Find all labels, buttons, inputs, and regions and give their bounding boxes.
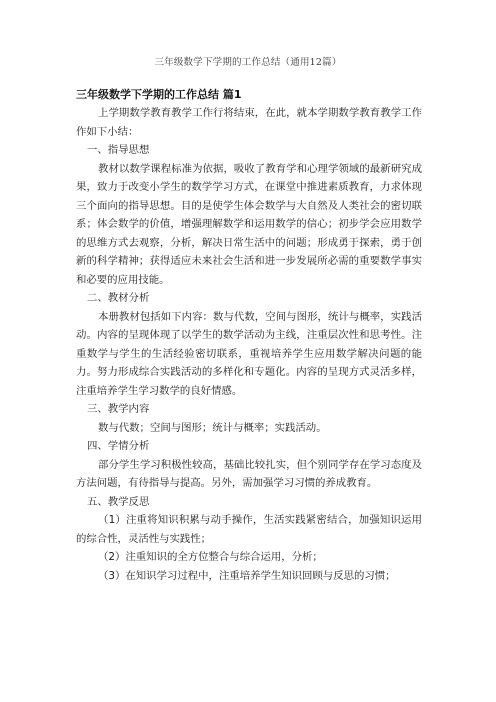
reflection-item: （3）在知识学习过程中，注重培养学生知识回顾与反思的习惯； xyxy=(98,569,396,582)
section-heading-student-analysis: 四、学情分析 xyxy=(87,440,150,452)
reflection-item: （2）注重知识的全方位整合与综合运用，分析； xyxy=(98,551,323,563)
section-heading-teaching-reflection: 五、教学反思 xyxy=(87,495,150,508)
reflection-item: （1）注重将知识积累与动手操作，生活实践紧密结合，加强知识运用的综合性，灵活性与实践性； xyxy=(76,514,422,545)
section-paragraph-guiding-ideology: 教材以数学课程标准为依据，吸收了教育学和心理学领域的最新研究成果，致力于改变小学生的数学学习方式，在课堂中推进素质教育，力求体现三个面向的指导思想。目的是使学生体会数学与大自然及人类社会的密切联系；体会数学的价值，增强理解数学和运用数学的信心；初步学会应用数学的思维方式去观察，分析，解决日常生活中的问题；形成勇于探索，勇于创新的科学精神；获得适应未来社会生活和进一步发展所必需的重要数学事实和必要的应用技能。 xyxy=(76,162,422,286)
page-header: 三年级数学下学期的工作总结（通用12篇） xyxy=(154,57,342,68)
document-title: 三年级数学下学期的工作总结 篇1 xyxy=(76,88,242,101)
section-paragraph-textbook-analysis: 本册教材包括如下内容：数与代数，空间与图形，统计与概率，实践活动。内容的呈现体现了以学生的数学活动为主线，注重层次性和思考性。注重数学与学生的生活经验密切联系，重视培养学生应用数学解决问题的能力。努力形成综合实践活动的多样化和专题化。内容的呈现方式灵活多样，注重培养学生学习数学的良好情感。 xyxy=(76,310,422,397)
section-heading-guiding-ideology: 一、指导思想 xyxy=(87,144,150,156)
section-paragraph-student-analysis: 部分学生学习积极性较高，基础比较扎实，但个别同学存在学习态度及方法问题，有待指导与提高。另外，需加强学习习惯的养成教育。 xyxy=(76,458,422,489)
document-body xyxy=(76,87,422,585)
intro-paragraph: 上学期数学教育教学工作行将结束，在此，就本学期数学教育教学工作作如下小结： xyxy=(76,107,422,138)
section-heading-textbook-analysis: 二、教材分析 xyxy=(87,292,150,304)
section-paragraph-teaching-content: 数与代数；空间与图形；统计与概率；实践活动。 xyxy=(98,421,327,434)
section-heading-teaching-content: 三、教学内容 xyxy=(87,403,150,415)
